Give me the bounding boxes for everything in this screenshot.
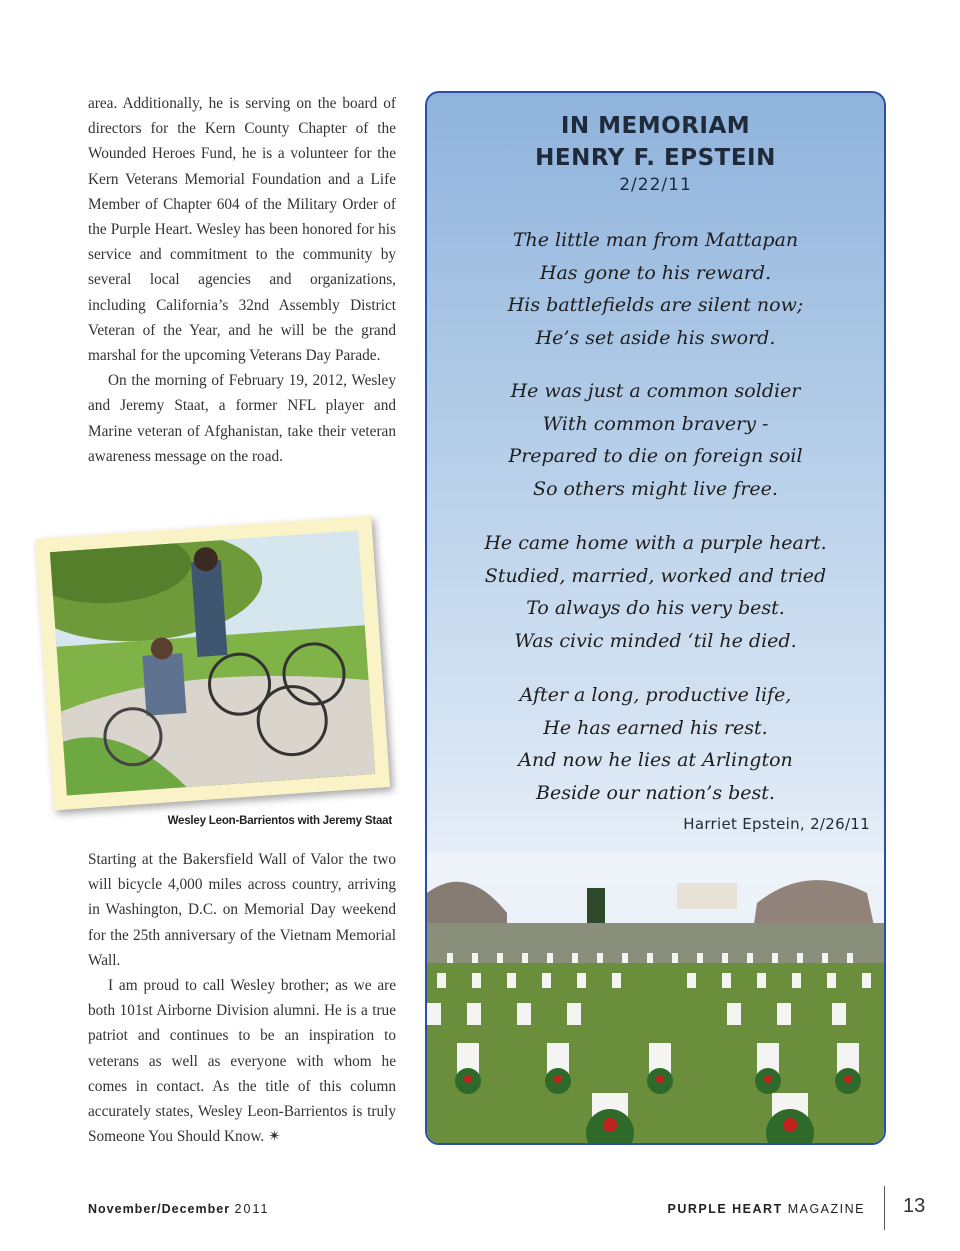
poem-line: And now he lies at Arlington <box>518 749 793 771</box>
poem-line: The little man from Mattapan <box>512 229 799 251</box>
article-text-bottom <box>88 847 396 1149</box>
poem-stanza <box>427 224 884 354</box>
paragraph: On the morning of February 19, 2012, Wesley and Jeremy Staat, a former NFL player and Marine veteran of Afghanistan, take their veteran awareness message on the road. <box>88 372 396 465</box>
poem-line: He’s set aside his sword. <box>535 326 776 349</box>
footer-issue-label: November/December <box>88 1202 231 1216</box>
memoriam-heading: IN MEMORIAM <box>560 113 751 139</box>
poem-line: He was just a common soldier <box>510 380 801 402</box>
footer-magazine-bold: PURPLE HEART <box>667 1202 783 1216</box>
poem-stanza <box>427 679 884 809</box>
memoriam-date: 2/22/11 <box>619 175 692 195</box>
cyclists-photo <box>50 531 375 796</box>
poem-line: Beside our nation’s best. <box>536 781 775 804</box>
paragraph: Starting at the Bakersfield Wall of Valor the two will bicycle 4,000 miles across country, arriving in Washington, D.C. on Memorial Day weekend for the 25th anniversary of the Vietnam Memorial Wall. <box>88 851 396 969</box>
poem-line: He has earned his rest. <box>543 716 768 739</box>
photo-caption: Wesley Leon-Barrientos with Jeremy Staat <box>167 815 392 827</box>
poem-line: So others might live free. <box>533 477 778 500</box>
poem-line: After a long, productive life, <box>519 684 792 706</box>
poem-line: With common bravery - <box>542 412 769 435</box>
paragraph: I am proud to call Wesley brother; as we are both 101st Airborne Division alumni. He is a true patriot and continues to be an inspiration to veterans as well as everyone with whom he comes in contact. As the title of this column accurately states, Wesley Leon-Barrientos is truly Someone You Should Know. ✴ <box>88 977 396 1146</box>
arlington-cemetery-photo <box>427 853 884 1143</box>
footer-magazine <box>667 1202 865 1216</box>
memoriam-name: HENRY F. EPSTEIN <box>535 145 776 171</box>
footer-divider <box>884 1186 885 1230</box>
poem-line: His battlefields are silent now; <box>507 294 804 316</box>
poem-line: Was civic minded ‘til he died. <box>514 629 797 652</box>
poem-line: Prepared to die on foreign soil <box>508 445 803 467</box>
poem-line: Has gone to his reward. <box>539 261 772 284</box>
poem-stanza <box>427 375 884 505</box>
photo-frame <box>35 516 390 811</box>
poem-stanza <box>427 527 884 657</box>
paragraph: area. Additionally, he is serving on the board of directors for the Kern County Chapter of the Wounded Heroes Fund, he is a volunteer for the Kern Veterans Memorial Foundation and a Life Member of Chapter 604 of the Military Order of the Purple Heart. Wesley has been honored for his service and commitment to the community by several local agencies and organizations, including California’s 32nd Assembly District Veteran of the Year, and he will be the grand marshal for the upcoming Veterans Day Parade. <box>88 95 396 365</box>
poem-line: He came home with a purple heart. <box>484 532 827 554</box>
footer-magazine-regular: MAGAZINE <box>787 1202 865 1216</box>
article-text-top <box>88 91 396 469</box>
poem-attribution: Harriet Epstein, 2/26/11 <box>683 815 870 833</box>
footer-issue <box>88 1202 269 1216</box>
footer-issue-year: 2011 <box>234 1202 270 1216</box>
poem-line: To always do his very best. <box>526 597 785 619</box>
page-number: 13 <box>903 1195 926 1217</box>
poem-line: Studied, married, worked and tried <box>484 564 827 587</box>
memoriam-panel <box>425 91 886 1145</box>
